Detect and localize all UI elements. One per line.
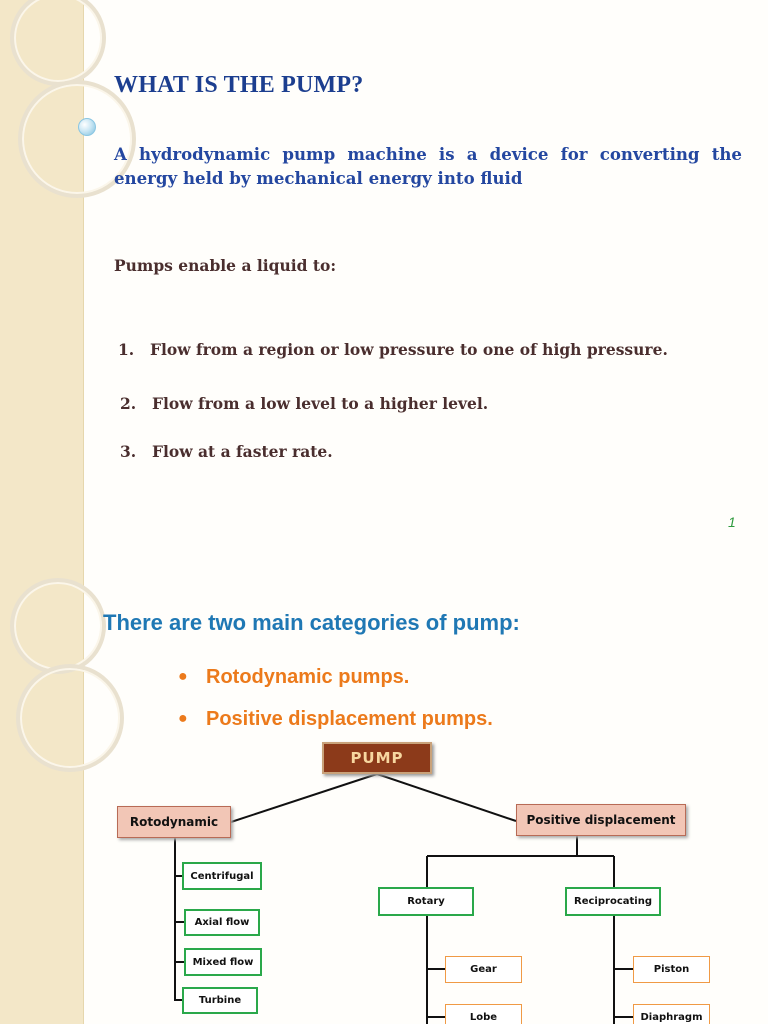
list-item [118,340,668,359]
decorative-ring [10,0,106,86]
list-number: 2. [120,394,137,413]
bubble-icon [78,118,96,136]
gear-box: Gear [445,956,522,983]
centrifugal-box: Centrifugal [182,862,262,890]
list-number: 1. [118,340,135,359]
list-text: Flow from a region or low pressure to one of high pressure. [150,340,668,359]
bullet-icon: ● [178,668,188,685]
list-item [120,394,488,413]
rotodynamic-box: Rotodynamic [117,806,231,838]
rotary-box: Rotary [378,887,474,916]
reciprocating-box: Reciprocating [565,887,661,916]
page-number: 1 [728,514,736,530]
bullet-icon: ● [178,710,188,727]
bullet-text: Positive displacement pumps. [206,708,493,730]
slide-title: WHAT IS THE PUMP? [114,72,364,98]
lobe-box: Lobe [445,1004,522,1024]
piston-box: Piston [633,956,710,983]
list-intro: Pumps enable a liquid to: [114,256,337,275]
list-text: Flow from a low level to a higher level. [152,394,489,413]
turbine-box: Turbine [182,987,258,1014]
slide-2 [0,576,768,1024]
list-text: Flow at a faster rate. [152,442,333,461]
slide-heading: There are two main categories of pump: [103,610,520,635]
list-number: 3. [120,442,137,461]
bullet-text: Rotodynamic pumps. [206,666,410,688]
axial-flow-box: Axial flow [184,909,260,936]
pump-definition: A hydrodynamic pump machine is a device for converting the energy held by mechanical energy into fluid [114,144,742,188]
diaphragm-box: Diaphragm [633,1004,710,1024]
positive-displacement-box: Positive displacement [516,804,686,836]
list-item [120,442,333,461]
pump-root-box: PUMP [322,742,432,774]
mixed-flow-box: Mixed flow [184,948,262,976]
